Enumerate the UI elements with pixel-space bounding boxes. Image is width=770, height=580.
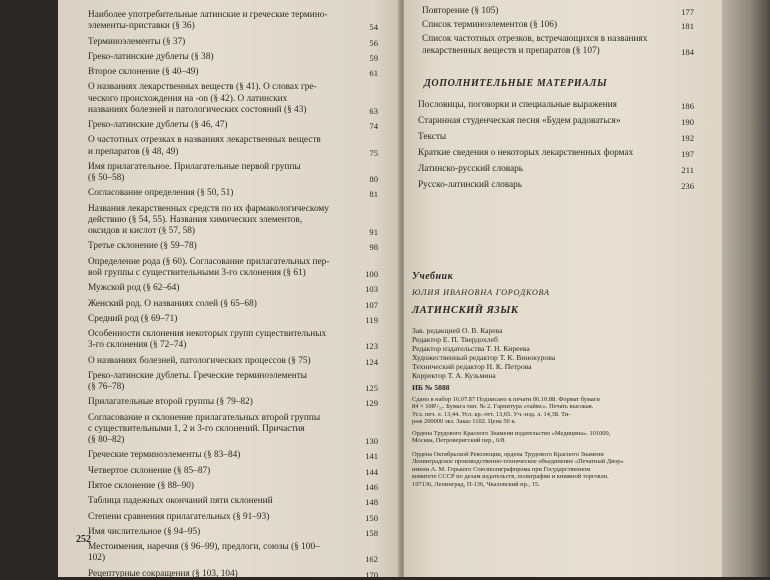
toc-page-number: 56 xyxy=(369,37,378,48)
credit-line: Редактор издательства Т. Н. Киреева xyxy=(412,344,530,353)
toc-entry-title: Список терминоэлементов (§ 106) xyxy=(422,20,558,31)
toc-page-number: 146 xyxy=(365,482,378,492)
toc-entry xyxy=(88,257,368,279)
toc-entry-title: Русско-латинский словарь xyxy=(418,180,523,190)
toc-entry xyxy=(88,450,368,461)
toc-entry-title: Терминоэлементы (§ 37) xyxy=(88,36,186,47)
toc-entry xyxy=(88,299,368,310)
toc-page-number: 98 xyxy=(369,242,378,253)
toc-page-number: 124 xyxy=(365,356,378,367)
toc-entry-title: Таблица падежных окончаний пяти склонений xyxy=(88,496,273,507)
toc-entry-title: Пятое склонение (§ 88–90) xyxy=(88,481,194,491)
toc-entry xyxy=(422,6,677,17)
toc-entry xyxy=(418,164,663,175)
author-name: ЮЛИЯ ИВАНОВНА ГОРОДКОВА xyxy=(412,288,550,297)
toc-entry-title: Мужской род (§ 62–64) xyxy=(88,283,180,294)
toc-entry-title: Пословицы, поговорки и специальные выражения xyxy=(418,100,617,110)
toc-entry xyxy=(88,356,368,367)
toc-page-number: 81 xyxy=(369,189,378,200)
toc-entry-title: О названиях болезней, патологических процессов (§ 75) xyxy=(88,355,311,366)
toc-page-number: 211 xyxy=(681,165,694,175)
toc-entry xyxy=(88,67,368,78)
toc-page-number: 123 xyxy=(365,341,378,352)
toc-page-number: 150 xyxy=(365,512,378,523)
toc-entry-title: Прилагательные второй группы (§ 79–82) xyxy=(88,397,253,408)
toc-page-number: 162 xyxy=(365,554,378,565)
toc-page-number: 181 xyxy=(681,21,694,32)
toc-page-number: 197 xyxy=(681,149,694,159)
toc-entry-title: Женский род. О названиях солей (§ 65–68) xyxy=(88,298,257,309)
toc-entry xyxy=(418,180,663,191)
toc-entry-title: Средний род (§ 69–71) xyxy=(88,313,178,324)
toc-page-number: 130 xyxy=(365,436,378,447)
toc-page-number: 63 xyxy=(369,105,378,116)
toc-entry-title: Названия лекарственных средств по их фармакологическому действию (§ 54, 55). Названия химических элементов, оксидов и кислот (§ 57, 58) xyxy=(88,203,329,237)
credit-line: Корректор Т. А. Кузьмина xyxy=(412,371,496,380)
toc-entry xyxy=(88,569,368,580)
toc-entry xyxy=(88,466,368,477)
toc-entry xyxy=(88,397,368,408)
toc-entry-title: Имя числительное (§ 94–95) xyxy=(88,526,201,537)
ib-number: ИБ № 5088 xyxy=(412,383,450,392)
book-type: Учебник xyxy=(412,271,454,282)
toc-entry xyxy=(88,120,368,131)
credit-line: Редактор Е. П. Твердохлеб xyxy=(412,335,498,344)
toc-entry-title: Греко-латинские дублеты (§ 38) xyxy=(88,51,214,62)
toc-entry-title: Тексты xyxy=(418,132,447,142)
toc-entry xyxy=(88,162,368,184)
toc-entry xyxy=(88,329,368,351)
toc-page-number: 61 xyxy=(369,68,378,79)
toc-entry xyxy=(88,512,368,523)
toc-entry-title: Латинско-русский словарь xyxy=(418,164,524,174)
toc-entry-title: Особенности склонения некоторых групп существительных 3-го склонения (§ 72–74) xyxy=(88,329,327,351)
toc-entry xyxy=(418,148,663,159)
toc-entry xyxy=(88,135,368,157)
toc-entry-title: Рецептурные сокращения (§ 103, 104) xyxy=(88,568,238,579)
toc-entry-title: Местоимения, наречия (§ 96–99), предлоги, союзы (§ 100– 102) xyxy=(88,542,320,564)
print-details: Сдано в набор 16.07.87 Подписано к печати 06.10.88. Формат бумаги 84 × 108¹/₃₂. Бумага тип. № 2. Гарнитура «таймс». Печать высокая. Усл. печ. л. 13,44. Усл. кр.-отт. 13,65. Уч.-изд. л. 14,38. Ти- раж 200000 экз. Заказ 1102. Цена 50 к. xyxy=(412,396,600,426)
toc-page-number: 177 xyxy=(681,7,694,17)
toc-entry-title: Повторение (§ 105) xyxy=(422,6,499,16)
toc-entry-title: Согласование определения (§ 50, 51) xyxy=(88,188,234,199)
toc-page-number: 184 xyxy=(681,46,694,57)
toc-entry-title: Определение рода (§ 60). Согласование прилагательных пер- вой группы с существительными 3-го склонения (§ 61) xyxy=(88,256,330,278)
toc-entry xyxy=(88,314,368,325)
toc-entry xyxy=(88,82,368,116)
toc-page-number: 158 xyxy=(365,527,378,538)
toc-page-number: 107 xyxy=(365,299,378,310)
toc-entry-title: О частотных отрезках в названиях лекарственных веществ и препаратов (§ 48, 49) xyxy=(88,135,321,157)
toc-entry-title: Имя прилагательное. Прилагательные первой группы (§ 50–58) xyxy=(88,161,301,184)
toc-entry-title: О названиях лекарственных веществ (§ 41). О словах гре- ческого происхождения на -on (§ 42). О латинских названиях болезней и патологических состояний (§ 43) xyxy=(88,82,317,115)
toc-entry-title: Наиболее употребительные латинские и греческие термино- элементы-приставки (§ 36) xyxy=(88,10,328,32)
toc-entry xyxy=(418,100,663,111)
appendix-heading: ДОПОЛНИТЕЛЬНЫЕ МАТЕРИАЛЫ xyxy=(424,78,608,89)
toc-page-number: 80 xyxy=(369,174,378,185)
toc-entry xyxy=(88,52,368,63)
toc-entry xyxy=(88,37,368,48)
toc-entry-title: Греко-латинские дублеты. Греческие терминоэлементы (§ 76–78) xyxy=(88,370,308,393)
toc-entry-title: Греко-латинские дублеты (§ 46, 47) xyxy=(88,120,228,131)
toc-entry-title: Четвертое склонение (§ 85–87) xyxy=(88,465,211,476)
toc-entry xyxy=(88,10,368,32)
printer-info: Ордена Октябрьской Революции, ордена Трудового Красного Знамени Ленинградское производственно-техническое объединение «Печатный Двор» имени А. М. Горького Союзполиграфпрома при Государственном комитете СССР по делам издательств, полиграфии и книжной торговли. 197136, Ленинград, П-136, Чкаловский пр., 15. xyxy=(412,451,624,488)
credit-line: Зав. редакцией О. В. Карева xyxy=(412,326,503,335)
toc-page-number: 119 xyxy=(365,314,378,325)
toc-page-number: 192 xyxy=(681,133,694,143)
toc-entry-title: Согласование и склонение прилагательных второй группы с существительными 1, 2 и 3-го склонений. Причастия (§ 80–82) xyxy=(88,412,321,446)
toc-page-number: 91 xyxy=(369,227,378,238)
toc-page-number: 59 xyxy=(369,52,378,63)
book-edge xyxy=(722,0,770,577)
toc-page-number: 125 xyxy=(365,383,378,394)
toc-page-number: 103 xyxy=(365,284,378,295)
toc-entry xyxy=(88,481,368,492)
toc-entry xyxy=(88,496,368,507)
toc-entry xyxy=(422,20,677,31)
toc-entry xyxy=(88,371,368,393)
left-page-number: 252 xyxy=(76,534,91,545)
toc-entry-title: Степени сравнения прилагательных (§ 91–93) xyxy=(88,511,270,522)
toc-entry xyxy=(422,34,677,56)
toc-entry xyxy=(88,283,368,294)
toc-entry-title: Второе склонение (§ 40–49) xyxy=(88,67,199,78)
toc-entry-title: Список частотных отрезков, встречающихся в названиях лекарственных веществ и препаратов (§ 107) xyxy=(422,34,648,56)
toc-entry-title: Старинная студенческая песня «Будем радоваться» xyxy=(418,116,621,126)
toc-entry xyxy=(88,542,368,564)
toc-page-number: 129 xyxy=(365,398,378,409)
toc-entry-title: Третье склонение (§ 59–78) xyxy=(88,241,197,252)
toc-entry xyxy=(88,188,368,199)
toc-entry xyxy=(88,204,368,238)
toc-page-number: 74 xyxy=(369,121,378,132)
book-title: ЛАТИНСКИЙ ЯЗЫК xyxy=(412,305,519,316)
credit-line: Художественный редактор Т. К. Винокурова xyxy=(412,353,556,362)
toc-entry-title: Краткие сведения о некоторых лекарственных формах xyxy=(418,148,634,158)
toc-entry xyxy=(88,527,368,538)
toc-page-number: 170 xyxy=(365,569,378,580)
toc-page-number: 190 xyxy=(681,117,694,127)
publisher-info: Ордена Трудового Красного Знамени издательство «Медицина». 101000, Москва, Петроверигский пер., 6/8. xyxy=(412,430,611,445)
left-page xyxy=(58,0,400,580)
toc-entry-title: Греческие терминоэлементы (§ 83–84) xyxy=(88,450,241,461)
right-page xyxy=(404,0,722,577)
toc-entry xyxy=(88,241,368,252)
toc-entry xyxy=(418,132,663,143)
toc-page-number: 148 xyxy=(365,497,378,508)
toc-page-number: 141 xyxy=(365,451,378,462)
toc-page-number: 100 xyxy=(365,268,378,279)
toc-entry xyxy=(418,116,663,127)
toc-page-number: 236 xyxy=(681,181,694,191)
toc-page-number: 186 xyxy=(681,101,694,111)
toc-entry xyxy=(88,413,368,447)
toc-page-number: 144 xyxy=(365,466,378,477)
toc-page-number: 54 xyxy=(369,22,378,33)
credit-line: Технический редактор Н. К. Петрова xyxy=(412,362,532,371)
toc-page-number: 75 xyxy=(369,147,378,158)
